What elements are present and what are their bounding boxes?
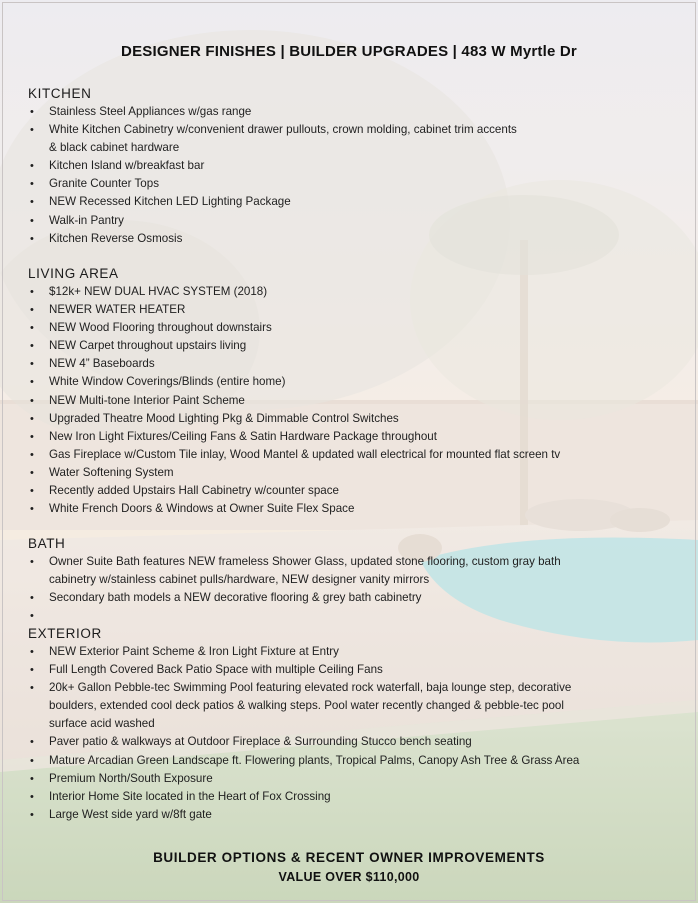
bullet-icon: • xyxy=(30,376,34,389)
bullet-icon: • xyxy=(30,340,34,353)
bullet-icon: • xyxy=(30,448,34,461)
list-item-text: Interior Home Site located in the Heart of Fox Crossing xyxy=(49,789,331,803)
list-item xyxy=(28,175,688,193)
list-item xyxy=(28,770,688,788)
list-item-text: surface acid washed xyxy=(49,717,155,731)
bullet-icon: • xyxy=(30,178,34,191)
section-heading-kitchen: KITCHEN xyxy=(28,86,92,101)
list-item xyxy=(28,482,688,500)
list-item xyxy=(28,752,688,770)
bullet-icon: • xyxy=(30,808,34,821)
list-item-text: New Iron Light Fixtures/Ceiling Fans & Satin Hardware Package throughout xyxy=(49,429,437,443)
list-item xyxy=(28,337,688,355)
list-item xyxy=(28,230,688,248)
list-item-text: NEW Carpet throughout upstairs living xyxy=(49,339,247,353)
bullet-icon: • xyxy=(30,754,34,767)
section-heading-living-area: LIVING AREA xyxy=(28,266,119,281)
list-item-text: Premium North/South Exposure xyxy=(49,771,213,785)
bullet-icon: • xyxy=(30,304,34,317)
page-title: DESIGNER FINISHES | BUILDER UPGRADES | 483 W Myrtle Dr xyxy=(121,43,577,60)
list-item-text: Gas Fireplace w/Custom Tile inlay, Wood Mantel & updated wall electrical for mounted flat screen tv xyxy=(49,447,561,461)
list-item xyxy=(28,733,688,751)
list-item-text: White Window Coverings/Blinds (entire home) xyxy=(49,375,286,389)
bullet-icon: • xyxy=(30,772,34,785)
bullet-icon: • xyxy=(30,592,34,605)
bullet-icon: • xyxy=(30,556,34,568)
list-item-text: cabinetry w/stainless cabinet pulls/hardware, NEW designer vanity mirrors xyxy=(49,573,430,587)
list-item xyxy=(28,643,688,661)
list-item xyxy=(28,373,688,391)
list-item-text: Granite Counter Tops xyxy=(49,177,159,191)
list-item-text: Stainless Steel Appliances w/gas range xyxy=(49,105,252,118)
list-item xyxy=(28,157,688,175)
bullet-icon: • xyxy=(30,664,34,677)
list-item xyxy=(28,806,688,824)
section-heading-bath: BATH xyxy=(28,536,66,551)
list-item xyxy=(28,212,688,230)
list-item xyxy=(28,392,688,410)
section-bath xyxy=(28,535,688,625)
section-exterior xyxy=(28,625,688,824)
list-item-text: Water Softening System xyxy=(49,465,174,479)
list-item-text: Kitchen Reverse Osmosis xyxy=(49,231,183,245)
list-item xyxy=(28,446,688,464)
list-item-text: NEW Exterior Paint Scheme & Iron Light Fixture at Entry xyxy=(49,645,339,658)
bullet-icon: • xyxy=(30,485,34,498)
list-item xyxy=(28,283,688,301)
section-living-area xyxy=(28,265,688,518)
bath-list xyxy=(28,553,688,625)
list-item xyxy=(28,428,688,446)
bullet-icon: • xyxy=(30,394,34,407)
list-item-text: $12k+ NEW DUAL HVAC SYSTEM (2018) xyxy=(49,285,268,298)
list-item xyxy=(28,121,688,139)
list-item-text: NEW Recessed Kitchen LED Lighting Package xyxy=(49,195,291,209)
list-item xyxy=(28,661,688,679)
list-item-text: Full Length Covered Back Patio Space with multiple Ceiling Fans xyxy=(49,663,383,677)
section-kitchen xyxy=(28,85,688,248)
footer-heading: BUILDER OPTIONS & RECENT OWNER IMPROVEMENTS xyxy=(153,850,545,865)
list-item xyxy=(28,355,688,373)
list-item xyxy=(28,679,688,697)
list-item-text: Kitchen Island w/breakfast bar xyxy=(49,159,205,173)
bullet-icon: • xyxy=(30,503,34,516)
list-item-text: NEW 4” Baseboards xyxy=(49,357,155,371)
bullet-icon: • xyxy=(30,322,34,335)
list-item xyxy=(28,589,688,607)
bullet-icon: • xyxy=(30,358,34,371)
list-item-text: Mature Arcadian Green Landscape ft. Flowering plants, Tropical Palms, Canopy Ash Tree & Grass Area xyxy=(49,753,580,767)
list-item-text: boulders, extended cool deck patios & walking steps. Pool water recently changed & pebble-tec pool xyxy=(49,699,564,713)
list-item xyxy=(28,103,688,121)
bullet-icon: • xyxy=(30,790,34,803)
exterior-list xyxy=(28,643,688,824)
list-item-continuation xyxy=(28,139,688,157)
list-item-text: White Kitchen Cabinetry w/convenient drawer pullouts, crown molding, cabinet trim accents xyxy=(49,123,517,137)
living-area-list xyxy=(28,283,688,518)
list-item-text: 20k+ Gallon Pebble-tec Swimming Pool featuring elevated rock waterfall, baja lounge step, decorative xyxy=(49,681,572,695)
list-item xyxy=(28,788,688,806)
list-item-text: Walk-in Pantry xyxy=(49,213,124,227)
bullet-icon: • xyxy=(30,196,34,209)
bullet-icon: • xyxy=(30,160,34,173)
bullet-icon: • xyxy=(30,466,34,479)
list-item-text: Large West side yard w/8ft gate xyxy=(49,807,212,821)
list-item xyxy=(28,301,688,319)
list-item-text: Upgraded Theatre Mood Lighting Pkg & Dimmable Control Switches xyxy=(49,411,399,425)
bullet-icon: • xyxy=(30,286,34,298)
list-item-text: NEW Multi-tone Interior Paint Scheme xyxy=(49,393,245,407)
bullet-icon: • xyxy=(30,412,34,425)
list-item xyxy=(28,464,688,482)
list-item-text: NEW Wood Flooring throughout downstairs xyxy=(49,321,272,335)
bullet-icon: • xyxy=(30,232,34,245)
footer-value: VALUE OVER $110,000 xyxy=(278,870,420,884)
list-item-text: Owner Suite Bath features NEW frameless Shower Glass, updated stone flooring, custom gray bath xyxy=(49,555,561,568)
list-item-text: Secondary bath models a NEW decorative flooring & grey bath cabinetry xyxy=(49,591,422,605)
list-item xyxy=(28,193,688,211)
kitchen-list xyxy=(28,103,688,248)
list-item xyxy=(28,500,688,518)
section-heading-exterior: EXTERIOR xyxy=(28,626,102,641)
list-item-continuation xyxy=(28,697,688,715)
list-item-continuation xyxy=(28,715,688,733)
list-item-text: Paver patio & walkways at Outdoor Fireplace & Surrounding Stucco bench seating xyxy=(49,735,472,749)
bullet-icon: • xyxy=(30,646,34,658)
bullet-icon: • xyxy=(30,430,34,443)
list-item xyxy=(28,553,688,571)
list-item-empty xyxy=(28,607,688,625)
bullet-icon: • xyxy=(30,214,34,227)
bullet-icon: • xyxy=(30,106,34,118)
list-item xyxy=(28,410,688,428)
list-item-text: & black cabinet hardware xyxy=(49,141,180,155)
list-item-text: NEWER WATER HEATER xyxy=(49,303,186,317)
bullet-icon: • xyxy=(30,682,34,695)
list-item-text: Recently added Upstairs Hall Cabinetry w/counter space xyxy=(49,484,339,498)
bullet-icon: • xyxy=(30,736,34,749)
list-item xyxy=(28,319,688,337)
bullet-icon: • xyxy=(30,610,34,623)
list-item-continuation xyxy=(28,571,688,589)
list-item-text: White French Doors & Windows at Owner Suite Flex Space xyxy=(49,502,355,516)
bullet-icon: • xyxy=(30,124,34,137)
